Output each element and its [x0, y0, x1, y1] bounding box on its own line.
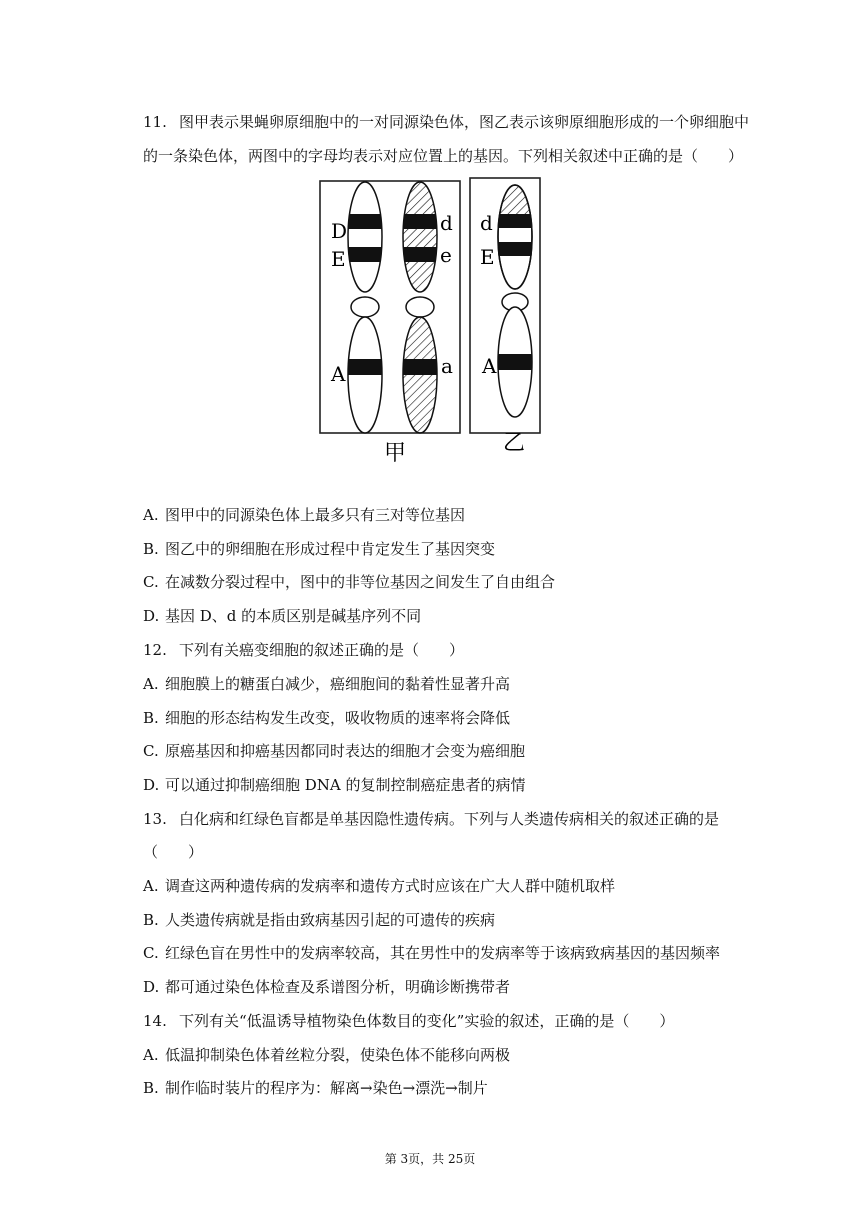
- chromosome-jia-right: [400, 182, 440, 433]
- yi-gene-label-E: E: [480, 245, 495, 269]
- chromosome-jia-left: [345, 182, 385, 433]
- gene-label-a: a: [441, 354, 453, 378]
- q13-option-a: A. 调查这两种遗传病的发病率和遗传方式时应该在广大人群中随机取样: [143, 877, 616, 895]
- panel-yi-caption: 乙: [503, 431, 526, 456]
- chromosome-yi: [495, 185, 535, 417]
- q12-stem: 12. 下列有关癌变细胞的叙述正确的是（ ）: [143, 641, 465, 659]
- gene-label-e: e: [440, 243, 452, 267]
- gene-label-A: A: [331, 362, 346, 386]
- q11-option-d: D. 基因 D、d 的本质区别是碱基序列不同: [143, 607, 422, 625]
- q13-option-d: D. 都可通过染色体检查及系谱图分析，明确诊断携带者: [143, 978, 511, 996]
- q13-option-c: C. 红绿色盲在男性中的发病率较高，其在男性中的发病率等于该病致病基因的基因频率: [143, 944, 721, 962]
- q11-option-b: B. 图乙中的卵细胞在形成过程中肯定发生了基因突变: [143, 540, 496, 558]
- gene-label-E: E: [331, 247, 346, 271]
- q13-stem-line2: （ ）: [143, 843, 204, 861]
- chromosome-figure: [0, 170, 860, 470]
- q11-stem-line1: 11. 图甲表示果蝇卵原细胞中的一对同源染色体，图乙表示该卵原细胞形成的一个卵细胞中: [143, 113, 750, 131]
- q14-number: 14.: [143, 1012, 167, 1030]
- q12-option-b: B. 细胞的形态结构发生改变，吸收物质的速率将会降低: [143, 709, 511, 727]
- q13-stem-line1: 13. 白化病和红绿色盲都是单基因隐性遗传病。下列与人类遗传病相关的叙述正确的是: [143, 810, 720, 828]
- q13-number: 13.: [143, 810, 167, 828]
- q12-option-a: A. 细胞膜上的糖蛋白减少，癌细胞间的黏着性显著升高: [143, 675, 511, 693]
- q14-option-b: B. 制作临时装片的程序为：解离→染色→漂洗→制片: [143, 1079, 488, 1097]
- gene-label-d: d: [440, 211, 453, 235]
- q12-number: 12.: [143, 641, 167, 659]
- q11-option-a: A. 图甲中的同源染色体上最多只有三对等位基因: [143, 506, 466, 524]
- page-number-footer: 第 3页，共 25页: [384, 1152, 476, 1166]
- q14-option-a: A. 低温抑制染色体着丝粒分裂，使染色体不能移向两极: [143, 1046, 511, 1064]
- q11-number: 11.: [143, 113, 167, 131]
- q11-stem-line2: 的一条染色体，两图中的字母均表示对应位置上的基因。下列相关叙述中正确的是（ ）: [143, 147, 744, 165]
- q12-option-c: C. 原癌基因和抑癌基因都同时表达的细胞才会变为癌细胞: [143, 742, 526, 760]
- gene-label-D: D: [331, 219, 348, 243]
- q12-option-d: D. 可以通过抑制癌细胞 DNA 的复制控制癌症患者的病情: [143, 776, 526, 794]
- yi-gene-label-d: d: [480, 211, 493, 235]
- yi-gene-label-A: A: [482, 354, 497, 378]
- q14-stem: 14. 下列有关“低温诱导植物染色体数目的变化”实验的叙述，正确的是（ ）: [143, 1012, 675, 1030]
- q11-option-c: C. 在减数分裂过程中，图中的非等位基因之间发生了自由组合: [143, 573, 556, 591]
- panel-jia-caption: 甲: [384, 441, 407, 466]
- q13-option-b: B. 人类遗传病就是指由致病基因引起的可遗传的疾病: [143, 911, 496, 929]
